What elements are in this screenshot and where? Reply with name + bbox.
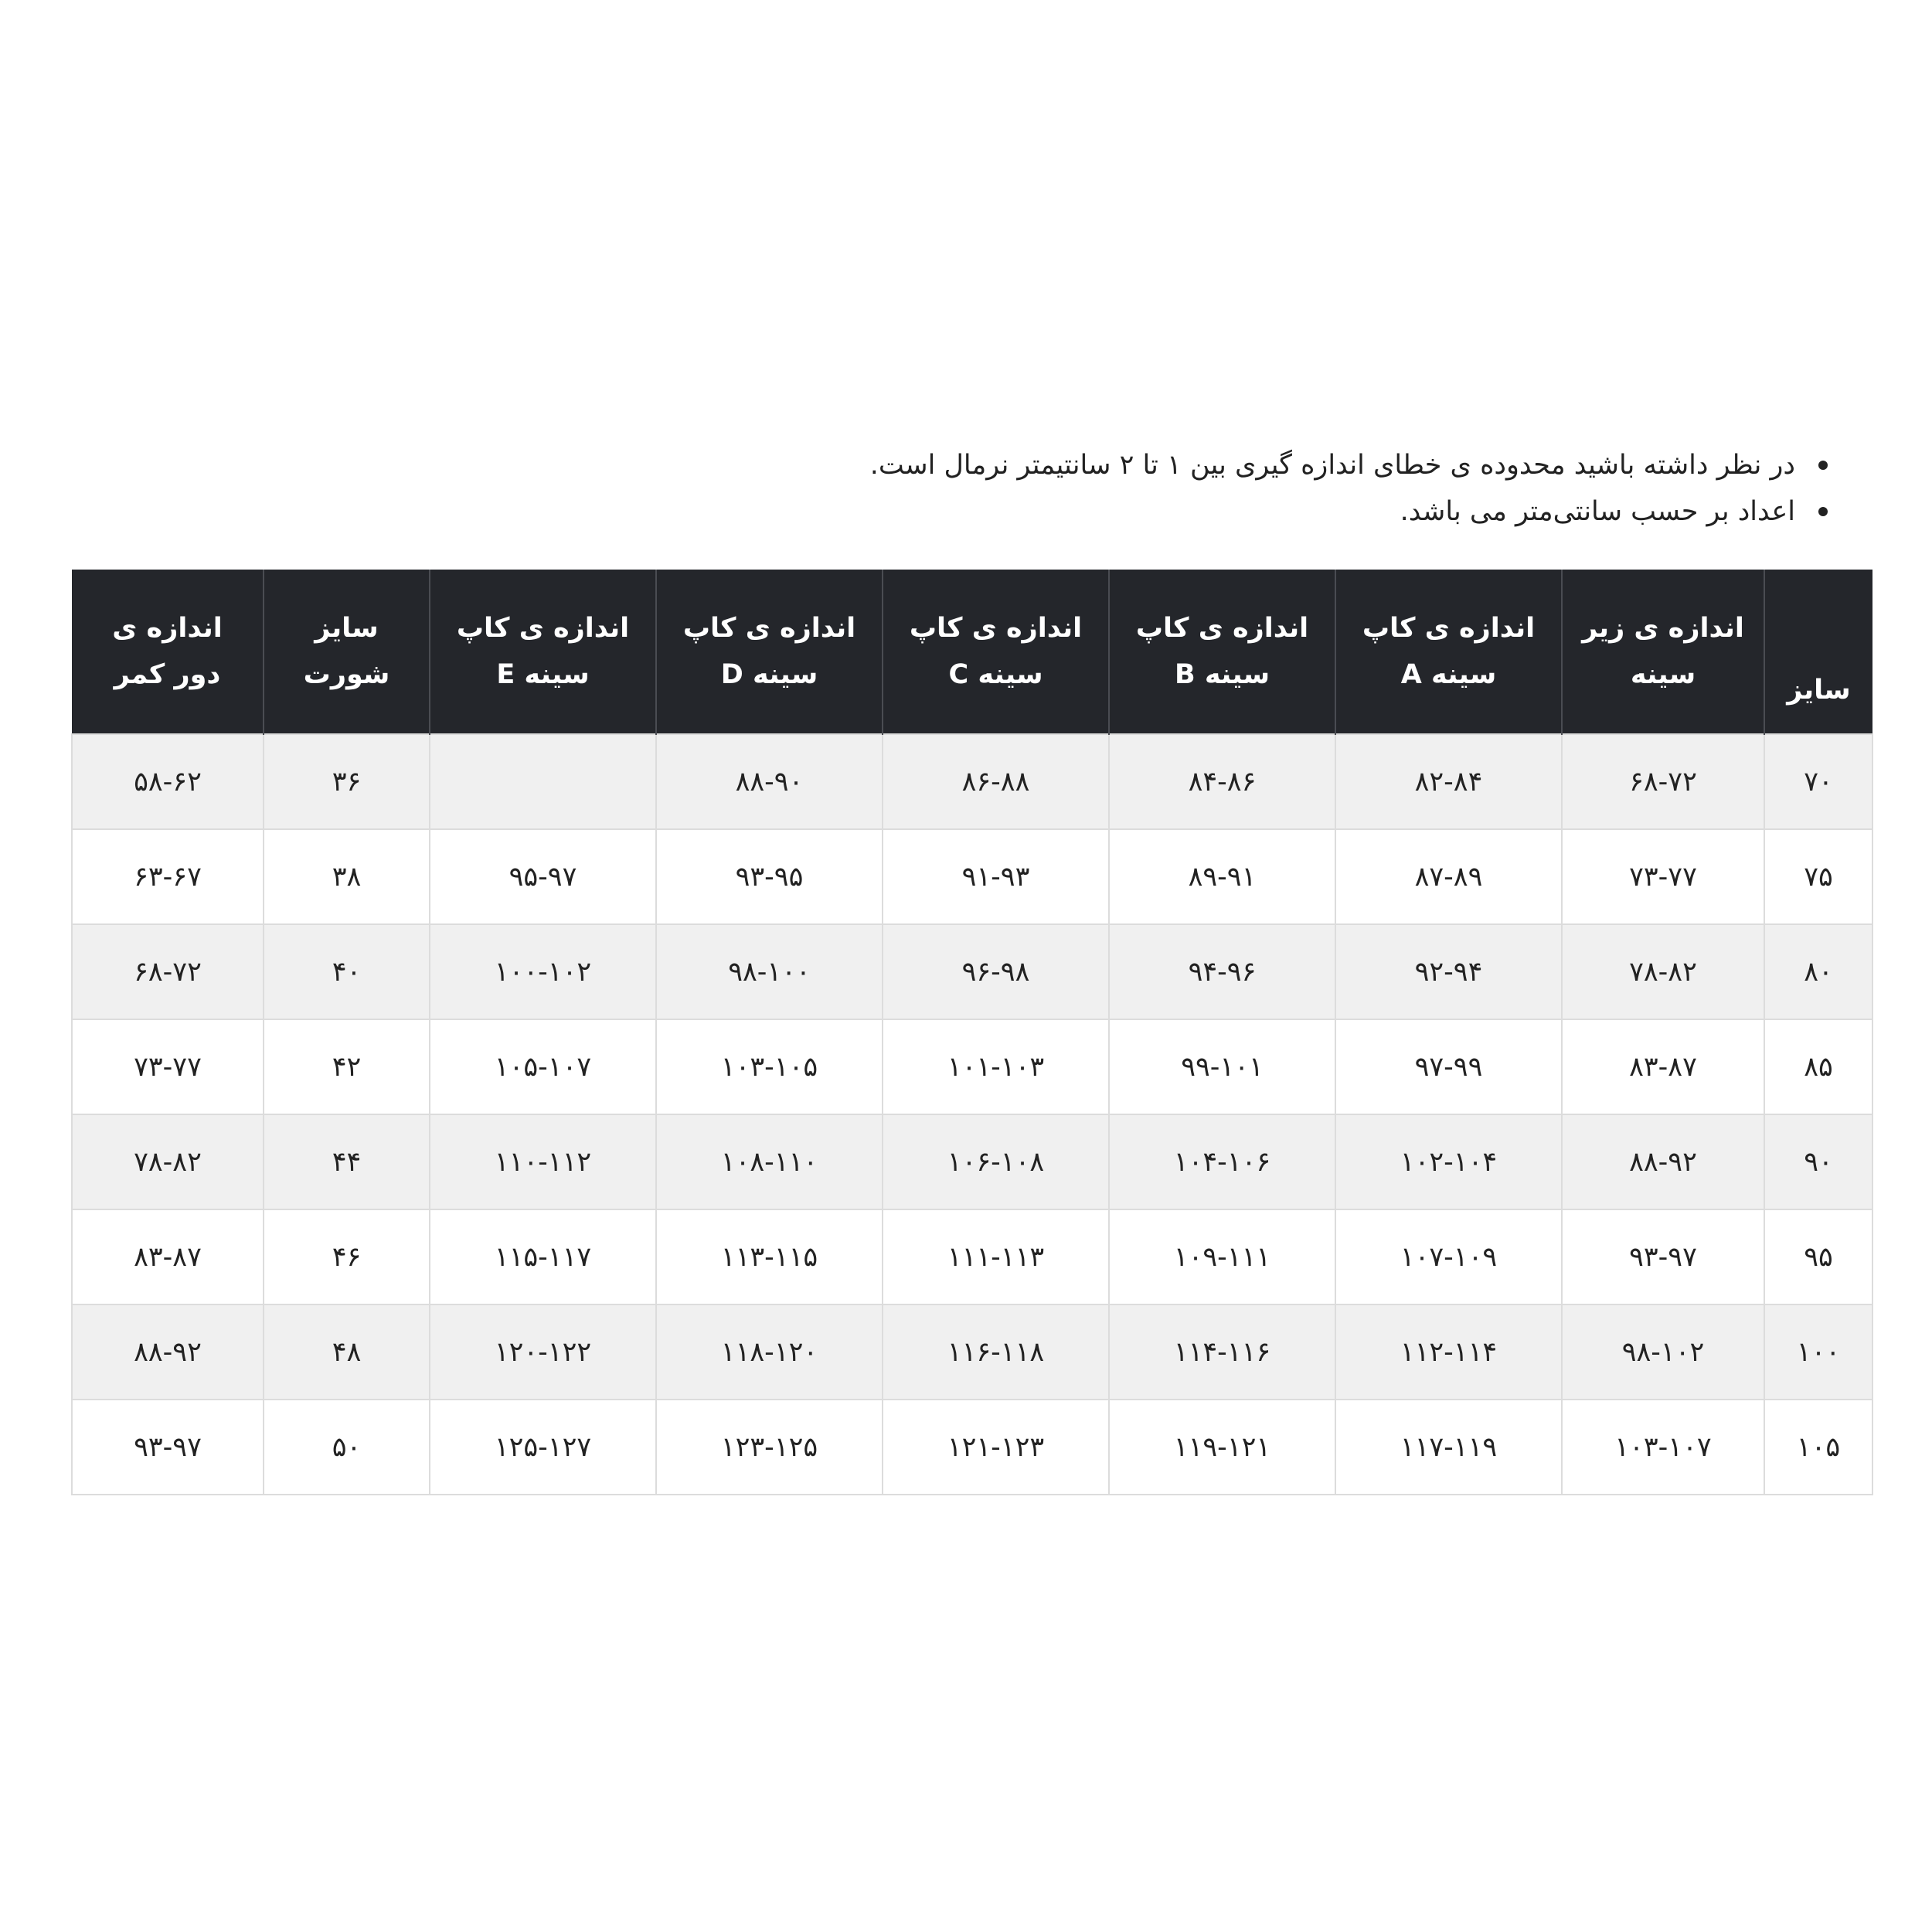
table-cell: ۱۲۳-۱۲۵ xyxy=(656,1400,883,1495)
table-cell: ۵۰ xyxy=(264,1400,430,1495)
table-cell: ۷۳-۷۷ xyxy=(1562,829,1764,924)
table-cell: ۱۱۴-۱۱۶ xyxy=(1109,1304,1335,1400)
table-cell: ۸۸-۹۰ xyxy=(656,734,883,829)
bullet-icon xyxy=(1818,507,1828,516)
header-cup-a: اندازه ی کاپ سینه A xyxy=(1335,570,1562,734)
table-row xyxy=(72,829,1872,924)
table-cell: ۷۵ xyxy=(1764,829,1872,924)
table-cell: ۱۰۴-۱۰۶ xyxy=(1109,1114,1335,1209)
table-cell: ۱۱۶-۱۱۸ xyxy=(883,1304,1109,1400)
table-cell: ۸۳-۸۷ xyxy=(72,1209,264,1304)
table-cell: ۷۳-۷۷ xyxy=(72,1019,264,1114)
table-cell: ۴۶ xyxy=(264,1209,430,1304)
table-cell: ۵۸-۶۲ xyxy=(72,734,264,829)
table-cell: ۹۰ xyxy=(1764,1114,1872,1209)
table-cell: ۱۰۸-۱۱۰ xyxy=(656,1114,883,1209)
header-cup-c: اندازه ی کاپ سینه C xyxy=(883,570,1109,734)
table-cell: ۸۶-۸۸ xyxy=(883,734,1109,829)
table-row xyxy=(72,1209,1872,1304)
table-row xyxy=(72,1019,1872,1114)
table-cell: ۱۲۱-۱۲۳ xyxy=(883,1400,1109,1495)
table-cell: ۱۰۹-۱۱۱ xyxy=(1109,1209,1335,1304)
table-row xyxy=(72,1400,1872,1495)
table-cell: ۶۸-۷۲ xyxy=(1562,734,1764,829)
table-cell: ۸۹-۹۱ xyxy=(1109,829,1335,924)
table-cell: ۱۱۲-۱۱۴ xyxy=(1335,1304,1562,1400)
table-cell: ۶۳-۶۷ xyxy=(72,829,264,924)
table-row xyxy=(72,1114,1872,1209)
table-cell: ۳۶ xyxy=(264,734,430,829)
table-cell: ۹۵-۹۷ xyxy=(430,829,656,924)
table-cell: ۷۸-۸۲ xyxy=(1562,924,1764,1019)
note-text: اعداد بر حسب سانتی‌متر می باشد. xyxy=(1400,496,1795,527)
header-waist: اندازه ی دور کمر xyxy=(72,570,264,734)
table-row xyxy=(72,734,1872,829)
size-chart-table xyxy=(71,570,1873,1495)
table-row xyxy=(72,1304,1872,1400)
table-cell: ۱۲۵-۱۲۷ xyxy=(430,1400,656,1495)
table-cell: ۴۲ xyxy=(264,1019,430,1114)
header-cup-d: اندازه ی کاپ سینه D xyxy=(656,570,883,734)
note-text: در نظر داشته باشید محدوده ی خطای اندازه گیری بین ۱ تا ۲ سانتیمتر نرمال است. xyxy=(869,450,1795,481)
header-size: سایز xyxy=(1764,570,1872,734)
table-cell: ۱۱۵-۱۱۷ xyxy=(430,1209,656,1304)
table-cell: ۱۱۰-۱۱۲ xyxy=(430,1114,656,1209)
table-cell: ۱۰۳-۱۰۷ xyxy=(1562,1400,1764,1495)
note-item xyxy=(591,488,1828,535)
notes-list xyxy=(591,442,1828,535)
table-cell: ۷۸-۸۲ xyxy=(72,1114,264,1209)
table-cell: ۸۸-۹۲ xyxy=(1562,1114,1764,1209)
table-cell: ۹۱-۹۳ xyxy=(883,829,1109,924)
header-cup-e: اندازه ی کاپ سینه E xyxy=(430,570,656,734)
table-cell: ۹۳-۹۵ xyxy=(656,829,883,924)
table-cell: ۷۰ xyxy=(1764,734,1872,829)
table-cell: ۱۰۰-۱۰۲ xyxy=(430,924,656,1019)
table-cell: ۱۱۹-۱۲۱ xyxy=(1109,1400,1335,1495)
table-cell: ۱۰۶-۱۰۸ xyxy=(883,1114,1109,1209)
table-row xyxy=(72,924,1872,1019)
table-cell: ۸۳-۸۷ xyxy=(1562,1019,1764,1114)
table-cell: ۸۸-۹۲ xyxy=(72,1304,264,1400)
table-cell: ۱۰۰ xyxy=(1764,1304,1872,1400)
table-cell: ۱۱۳-۱۱۵ xyxy=(656,1209,883,1304)
table-cell: ۹۵ xyxy=(1764,1209,1872,1304)
table-cell: ۹۳-۹۷ xyxy=(1562,1209,1764,1304)
header-brief-size: سایز شورت xyxy=(264,570,430,734)
table-cell: ۱۰۵ xyxy=(1764,1400,1872,1495)
table-cell: ۴۰ xyxy=(264,924,430,1019)
table-cell: ۸۷-۸۹ xyxy=(1335,829,1562,924)
table-cell: ۱۰۱-۱۰۳ xyxy=(883,1019,1109,1114)
table-cell: ۱۰۳-۱۰۵ xyxy=(656,1019,883,1114)
table-cell: ۶۸-۷۲ xyxy=(72,924,264,1019)
header-underbust: اندازه ی زیر سینه xyxy=(1562,570,1764,734)
table-cell: ۸۲-۸۴ xyxy=(1335,734,1562,829)
table-cell: ۱۱۷-۱۱۹ xyxy=(1335,1400,1562,1495)
table-cell: ۸۵ xyxy=(1764,1019,1872,1114)
table-cell: ۴۴ xyxy=(264,1114,430,1209)
table-cell: ۱۰۲-۱۰۴ xyxy=(1335,1114,1562,1209)
table-cell: ۹۶-۹۸ xyxy=(883,924,1109,1019)
table-cell: ۹۴-۹۶ xyxy=(1109,924,1335,1019)
table-cell: ۳۸ xyxy=(264,829,430,924)
table-body xyxy=(72,734,1872,1495)
table-cell: ۹۲-۹۴ xyxy=(1335,924,1562,1019)
table-cell: ۹۸-۱۰۲ xyxy=(1562,1304,1764,1400)
table-cell: ۴۸ xyxy=(264,1304,430,1400)
note-item xyxy=(591,442,1828,488)
table-cell: ۱۱۸-۱۲۰ xyxy=(656,1304,883,1400)
table-cell: ۹۹-۱۰۱ xyxy=(1109,1019,1335,1114)
table-cell: ۱۱۱-۱۱۳ xyxy=(883,1209,1109,1304)
table-cell: ۹۳-۹۷ xyxy=(72,1400,264,1495)
table-cell: ۱۰۵-۱۰۷ xyxy=(430,1019,656,1114)
table-cell: ۹۸-۱۰۰ xyxy=(656,924,883,1019)
table-cell: ۸۴-۸۶ xyxy=(1109,734,1335,829)
bullet-icon xyxy=(1818,461,1828,470)
table-cell: ۸۰ xyxy=(1764,924,1872,1019)
header-cup-b: اندازه ی کاپ سینه B xyxy=(1109,570,1335,734)
table-cell: ۱۰۷-۱۰۹ xyxy=(1335,1209,1562,1304)
table-cell: ۹۷-۹۹ xyxy=(1335,1019,1562,1114)
table-header-row xyxy=(72,570,1872,734)
table-cell xyxy=(430,734,656,829)
table-cell: ۱۲۰-۱۲۲ xyxy=(430,1304,656,1400)
